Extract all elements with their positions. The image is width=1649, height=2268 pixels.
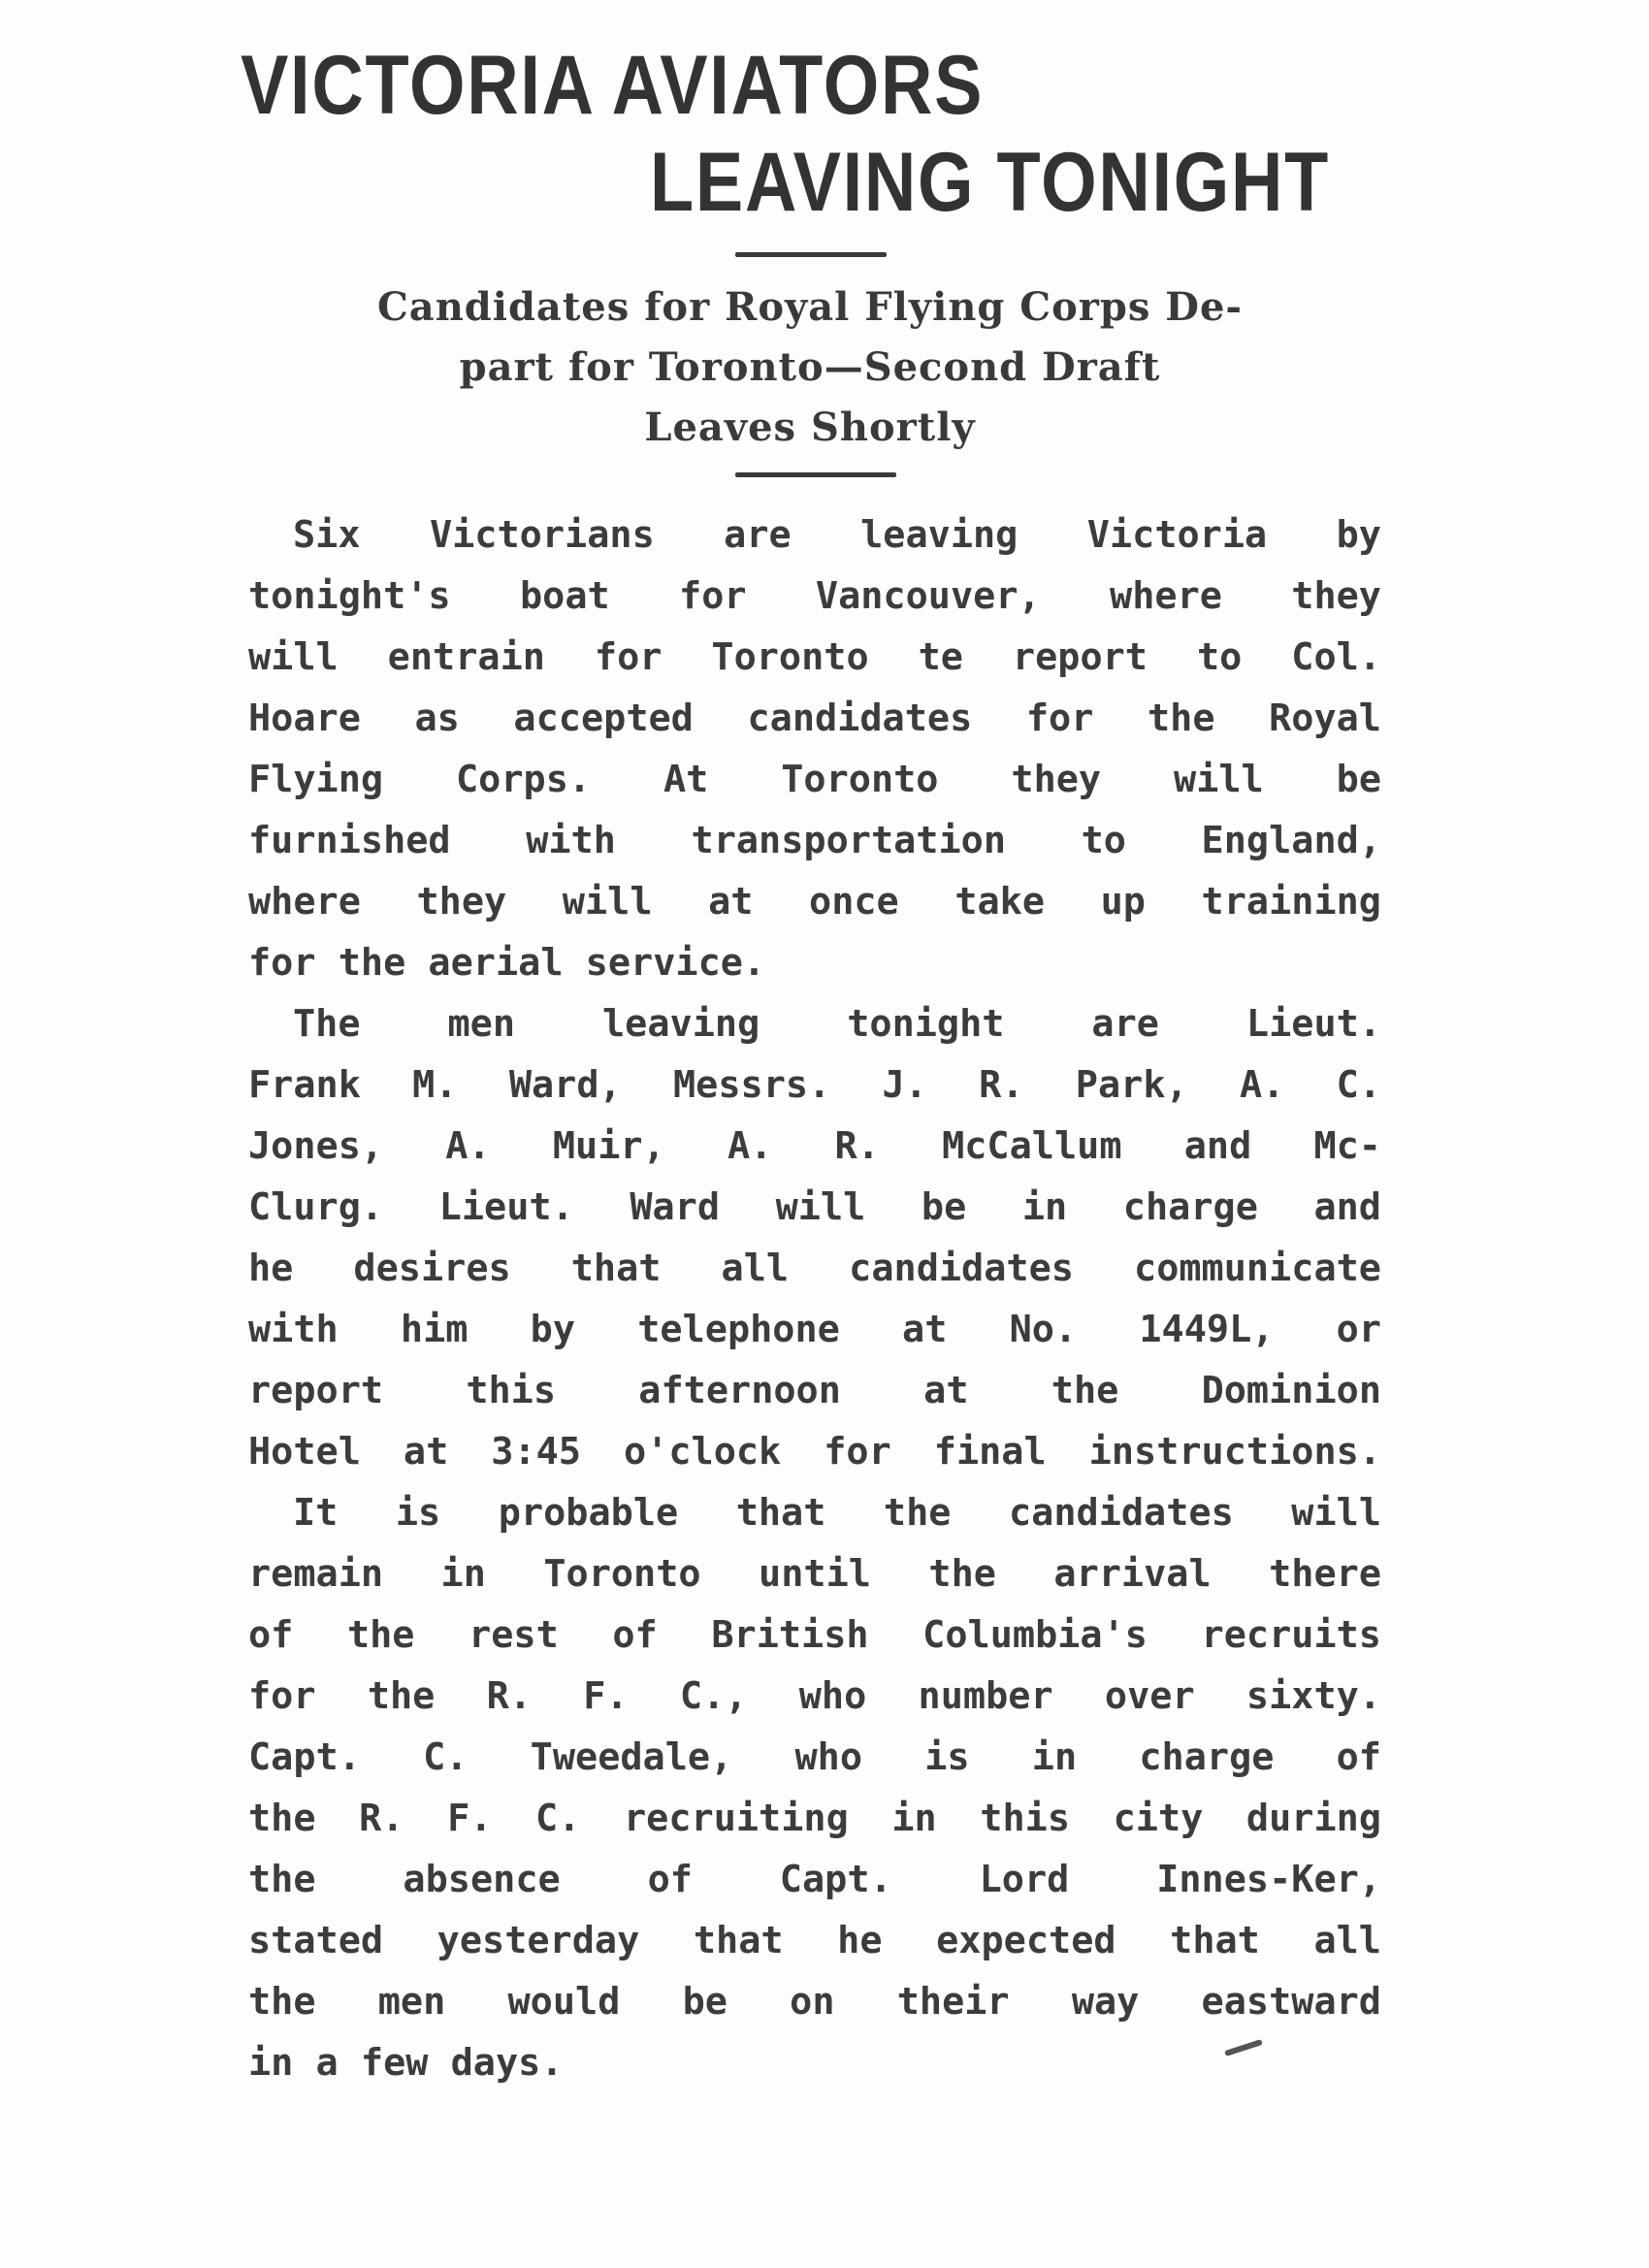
headline-line-1: VICTORIA AVIATORS — [241, 39, 985, 132]
body-line: Hoare as accepted candidates for the Royal — [248, 697, 1381, 740]
subheadline-line: part for Toronto—Second Draft — [459, 344, 1161, 390]
body-line: The men leaving tonight are Lieut. — [293, 1002, 1381, 1046]
body-line: will entrain for Toronto te report to Col. — [248, 635, 1381, 679]
divider-rule-bottom — [735, 472, 896, 477]
body-line: Six Victorians are leaving Victoria by — [293, 513, 1381, 557]
body-line: Frank M. Ward, Messrs. J. R. Park, A. C. — [248, 1063, 1381, 1107]
body-line: Jones, A. Muir, A. R. McCallum and Mc- — [248, 1124, 1381, 1168]
body-line: It is probable that the candidates will — [293, 1491, 1381, 1535]
subheadline-line: Candidates for Royal Flying Corps De- — [376, 284, 1244, 330]
body-line: Flying Corps. At Toronto they will be — [248, 758, 1381, 801]
body-line: Capt. C. Tweedale, who is in charge of — [248, 1735, 1381, 1779]
divider-rule-top — [735, 252, 887, 257]
body-line: Hotel at 3:45 o'clock for final instructions. — [248, 1430, 1381, 1474]
body-line: the R. F. C. recruiting in this city during — [248, 1797, 1381, 1840]
body-line: stated yesterday that he expected that all — [248, 1919, 1381, 1962]
subheadline — [233, 277, 1387, 458]
body-line: the men would be on their way eastward — [248, 1980, 1381, 2024]
body-line: remain in Toronto until the arrival there — [248, 1552, 1381, 1596]
body-line: with him by telephone at No. 1449L, or — [248, 1308, 1381, 1351]
body-line: he desires that all candidates communicate — [248, 1247, 1381, 1290]
body-line: where they will at once take up training — [248, 880, 1381, 923]
body-line: in a few days. — [248, 2041, 564, 2085]
body-line: Clurg. Lieut. Ward will be in charge and — [248, 1185, 1381, 1229]
body-line: the absence of Capt. Lord Innes-Ker, — [248, 1858, 1381, 1901]
body-line: report this afternoon at the Dominion — [248, 1369, 1381, 1412]
body-line: for the aerial service. — [248, 941, 766, 985]
body-line: of the rest of British Columbia's recruits — [248, 1613, 1381, 1657]
body-line: tonight's boat for Vancouver, where they — [248, 574, 1381, 618]
subheadline-line: Leaves Shortly — [644, 405, 976, 450]
article-body — [248, 504, 1381, 2093]
body-line: for the R. F. C., who number over sixty. — [248, 1674, 1381, 1718]
headline-line-2: LEAVING TONIGHT — [650, 136, 1331, 229]
body-line: furnished with transportation to England, — [248, 819, 1381, 862]
